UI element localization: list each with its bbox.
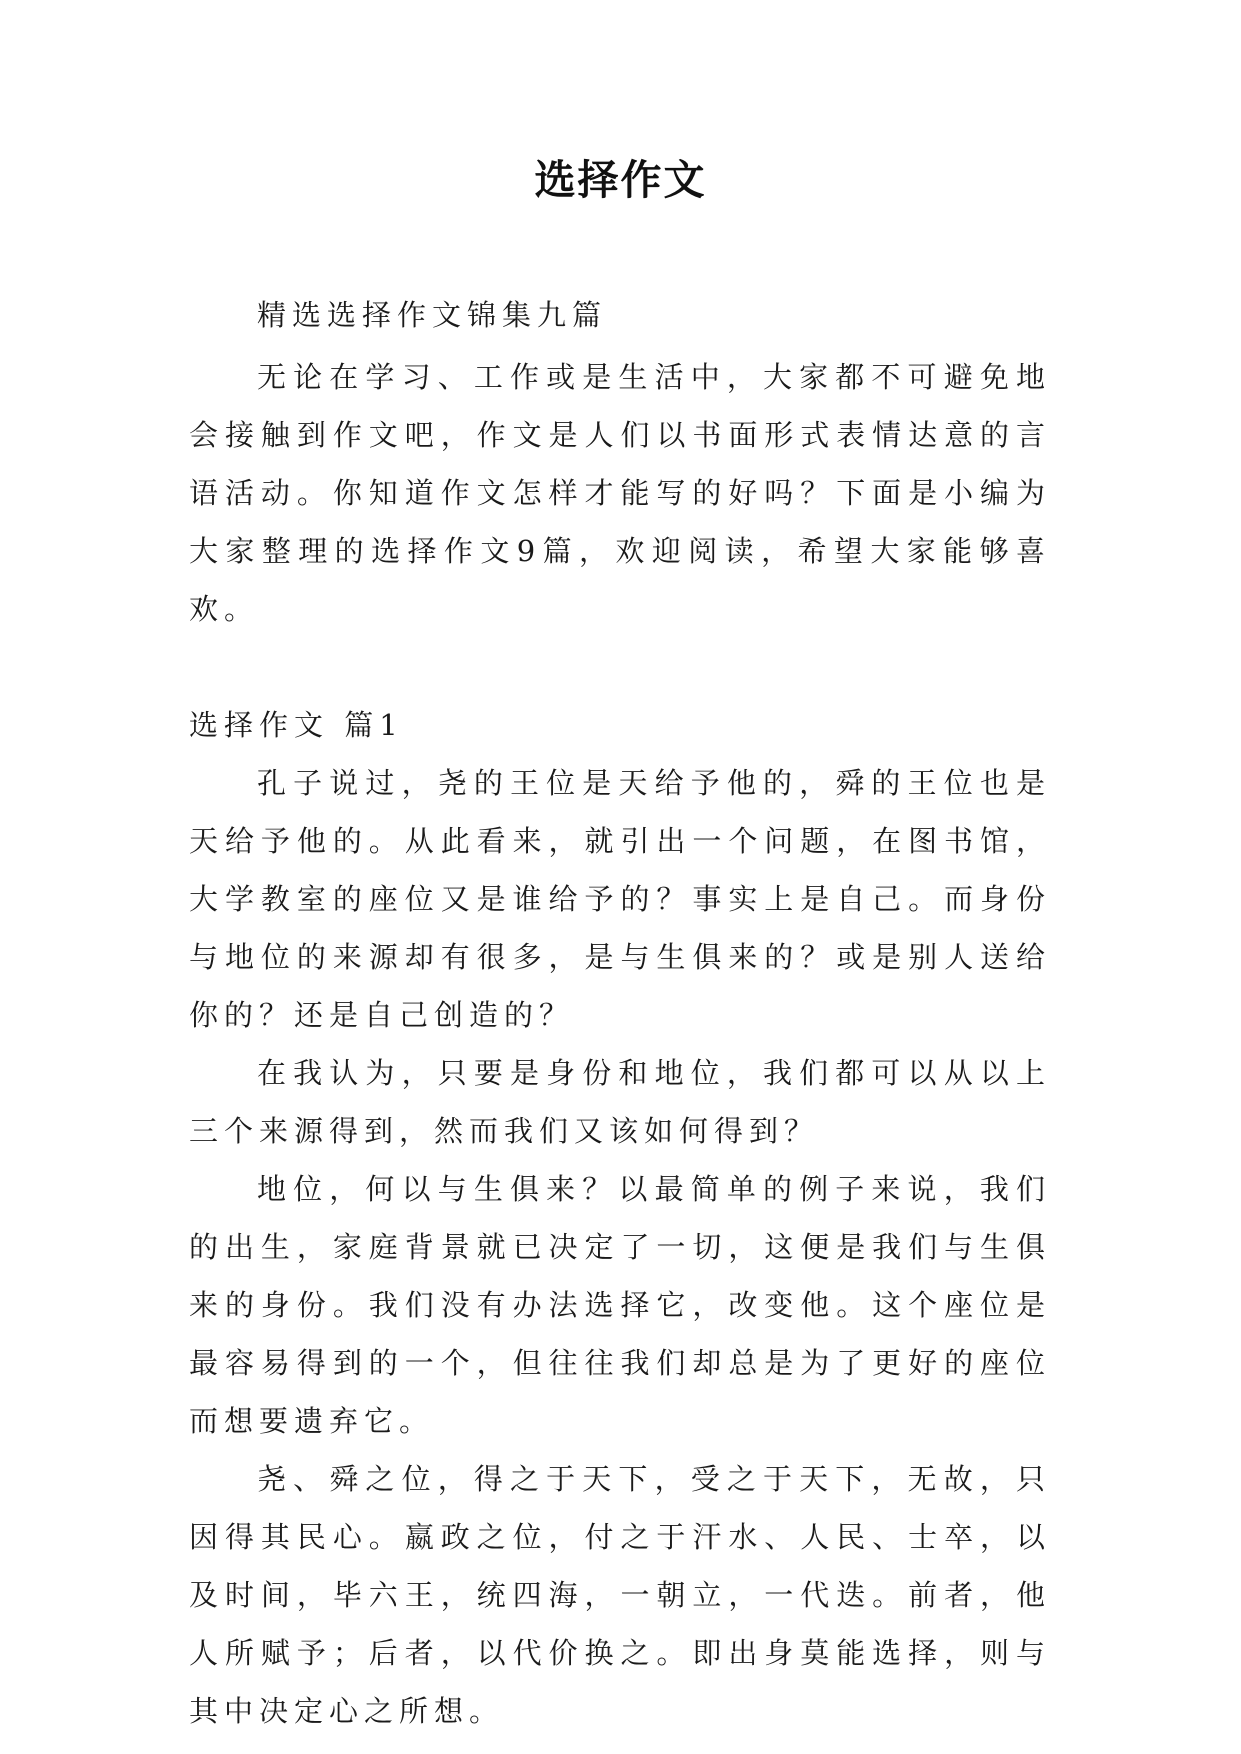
document-title: 选择作文: [534, 156, 707, 204]
body-paragraph: 尧、舜之位，得之于天下，受之于天下，无故，只因得其民心。嬴政之位，付之于汗水、人民、士卒，以及时间，毕六王，统四海，一朝立，一代迭。前者，他人所赋予；后者，以代价换之。即出身莫能选择，则与其中决定心之所想。: [189, 1462, 1051, 1728]
document-subtitle: 精选选择作文锦集九篇: [257, 298, 608, 332]
body-paragraph: 地位，何以与生俱来？以最简单的例子来说，我们的出生，家庭背景就已决定了一切，这便是我们与生俱来的身份。我们没有办法选择它，改变他。这个座位是最容易得到的一个，但往往我们却总是为了更好的座位而想要遗弃它。: [189, 1172, 1051, 1438]
body-paragraph: 在我认为，只要是身份和地位，我们都可以从以上三个来源得到，然而我们又该如何得到？: [189, 1056, 1051, 1148]
section-heading: 选择作文 篇1: [189, 708, 404, 742]
intro-paragraph: 无论在学习、工作或是生活中，大家都不可避免地会接触到作文吧，作文是人们以书面形式表情达意的言语活动。你知道作文怎样才能写的好吗？下面是小编为大家整理的选择作文9篇，欢迎阅读，希望大家能够喜欢。: [189, 360, 1051, 626]
document-body: [189, 286, 1051, 1740]
body-paragraph: 孔子说过，尧的王位是天给予他的，舜的王位也是天给予他的。从此看来，就引出一个问题，在图书馆，大学教室的座位又是谁给予的？事实上是自己。而身份与地位的来源却有很多，是与生俱来的？或是别人送给你的？还是自己创造的？: [189, 766, 1051, 1032]
